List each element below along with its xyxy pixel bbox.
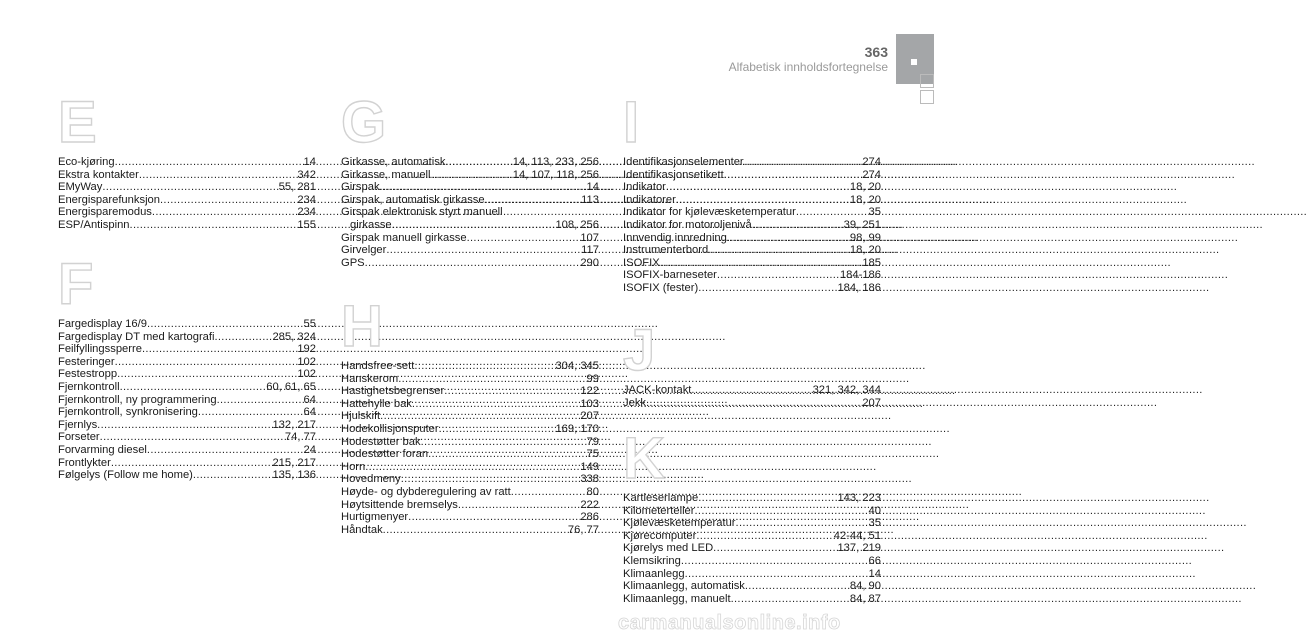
index-entry xyxy=(623,492,881,505)
entry-term: Handsfree-sett xyxy=(341,360,415,372)
index-entry xyxy=(623,194,881,207)
entry-pages: 76, 77 xyxy=(567,523,599,536)
leader-dots xyxy=(217,394,304,407)
entry-pages: 274 xyxy=(862,168,881,181)
index-list xyxy=(623,156,881,295)
index-entry xyxy=(341,461,599,474)
leader-dots xyxy=(142,343,297,356)
section-k xyxy=(623,426,881,605)
entry-term: Girspak xyxy=(341,181,380,194)
entry-term: Horn xyxy=(341,460,366,473)
entry-term: ISOFIX xyxy=(623,256,660,269)
entry-pages: 14, 113, 233, 256 xyxy=(512,156,599,168)
entry-pages: 143, 223 xyxy=(837,492,881,504)
entry-pages: 192 xyxy=(297,343,316,356)
section-j xyxy=(623,318,881,409)
index-entry xyxy=(341,194,599,207)
entry-term: Hodestøtter foran xyxy=(341,448,429,461)
index-entry xyxy=(341,169,599,182)
leader-dots xyxy=(428,448,586,461)
index-entry xyxy=(58,331,316,344)
index-list xyxy=(623,384,881,409)
entry-term: Høytsittende bremselys xyxy=(341,498,458,511)
leader-dots xyxy=(147,444,304,457)
entry-term: Fargedisplay 16/9 xyxy=(58,318,147,330)
leader-dots xyxy=(383,524,568,537)
entry-pages: 184, 186 xyxy=(837,281,881,294)
entry-term: Forseter xyxy=(58,431,100,444)
entry-term: Fjernkontroll, ny programmering xyxy=(58,393,217,406)
index-entry xyxy=(623,505,881,518)
index-entry xyxy=(623,169,881,182)
entry-pages: 113 xyxy=(581,193,599,206)
index-entry xyxy=(58,431,316,444)
page-subtitle: Alfabetisk innholdsfortegnelse xyxy=(728,60,888,74)
watermark: carmanualsonline.info xyxy=(618,612,841,634)
index-entry xyxy=(623,156,881,169)
entry-term: Innvendig innredning xyxy=(623,231,727,244)
index-entry xyxy=(58,406,316,419)
index-entry xyxy=(341,232,599,245)
entry-pages: 137, 219 xyxy=(837,542,881,555)
entry-pages: 84, 90 xyxy=(849,580,881,593)
entry-pages: 222 xyxy=(580,498,599,511)
index-entry xyxy=(341,524,599,537)
entry-term: Fargedisplay DT med kartografi xyxy=(58,330,215,343)
index-entry xyxy=(58,381,316,394)
entry-pages: 102 xyxy=(297,368,316,381)
entry-pages: 14 xyxy=(868,567,881,580)
entry-term: Fjernlys xyxy=(58,418,98,431)
entry-pages: 35 xyxy=(868,517,881,530)
entry-pages: 18, 20 xyxy=(849,244,881,257)
index-entry xyxy=(58,206,316,219)
index-entry xyxy=(58,343,316,356)
leader-dots xyxy=(421,436,587,449)
entry-term: Energisparefunksjon xyxy=(58,193,160,206)
leader-dots xyxy=(139,169,297,182)
leader-dots xyxy=(660,257,863,270)
entry-pages: 75 xyxy=(586,448,599,461)
entry-term: Håndtak xyxy=(341,523,383,536)
leader-dots xyxy=(214,331,272,344)
entry-term: JACK-kontakt xyxy=(623,384,692,396)
entry-pages: 215, 217 xyxy=(272,456,316,469)
entry-pages: 42-44, 51 xyxy=(833,529,881,542)
entry-term: Fjernkontroll xyxy=(58,380,120,393)
entry-term: Indikator for motoroljenivå xyxy=(623,218,752,231)
page-number: 363 xyxy=(864,44,888,60)
entry-pages: 14 xyxy=(303,156,316,168)
leader-dots xyxy=(695,505,869,518)
index-entry xyxy=(341,181,599,194)
entry-pages: 132, 217 xyxy=(272,418,316,431)
section-e xyxy=(58,90,316,232)
entry-pages: 79 xyxy=(586,435,599,448)
index-entry xyxy=(58,219,316,232)
entry-term: Girspak manuell girkasse xyxy=(341,231,467,244)
index-entry xyxy=(58,181,316,194)
entry-pages: 234 xyxy=(297,193,316,206)
index-entry xyxy=(58,457,316,470)
index-entry xyxy=(341,511,599,524)
leader-dots xyxy=(392,219,556,232)
leader-dots xyxy=(160,194,297,207)
entry-pages: 55, 281 xyxy=(278,181,316,194)
entry-term: Hodestøtter bak xyxy=(341,435,421,448)
entry-pages: 64 xyxy=(303,393,316,406)
entry-pages: 135, 136 xyxy=(272,469,316,482)
leader-dots xyxy=(698,282,837,295)
entry-term: ISOFIX-barneseter xyxy=(623,269,717,282)
leader-dots xyxy=(713,542,837,555)
entry-pages: 18, 20 xyxy=(849,181,881,194)
entry-pages: 155 xyxy=(297,218,316,231)
leader-dots xyxy=(681,555,869,568)
entry-term: Hjulskift xyxy=(341,410,381,423)
entry-pages: 207 xyxy=(862,396,881,409)
entry-pages: 338 xyxy=(580,473,599,486)
leader-dots xyxy=(676,194,850,207)
entry-term: Girkasse, manuell xyxy=(341,168,431,181)
leader-dots xyxy=(152,206,297,219)
entry-term: Hurtigmenyer xyxy=(341,511,409,524)
index-entry xyxy=(58,194,316,207)
entry-term: ESP/Antispinn xyxy=(58,218,130,231)
leader-dots xyxy=(744,156,863,169)
leader-dots xyxy=(666,181,850,194)
entry-pages: 14 xyxy=(586,181,599,194)
entry-term: Indikator for kjølevæsketemperatur xyxy=(623,206,796,219)
entry-pages: 99 xyxy=(586,372,599,385)
entry-pages: 55 xyxy=(303,318,316,330)
entry-pages: 304, 345 xyxy=(555,360,599,372)
leader-dots xyxy=(414,360,555,373)
leader-dots xyxy=(380,181,587,194)
leader-dots xyxy=(646,397,862,410)
index-entry xyxy=(623,580,881,593)
index-entry xyxy=(623,181,881,194)
leader-dots xyxy=(380,410,580,423)
leader-dots xyxy=(147,318,304,331)
leader-dots xyxy=(115,156,304,169)
index-entry xyxy=(341,360,599,373)
index-entry xyxy=(623,384,881,397)
entry-term: Hodekollisjonsputer xyxy=(341,422,439,435)
section-letter: I xyxy=(623,90,640,155)
index-entry xyxy=(58,318,316,331)
entry-term: Girkasse, automatisk xyxy=(341,156,446,168)
index-entry xyxy=(341,373,599,386)
index-entry xyxy=(623,397,881,410)
entry-pages: 66 xyxy=(868,554,881,567)
index-entry xyxy=(341,206,599,231)
index-entry xyxy=(341,423,599,436)
entry-pages: 234 xyxy=(297,206,316,219)
entry-term: Forvarming diesel xyxy=(58,443,147,456)
index-entry xyxy=(623,568,881,581)
leader-dots xyxy=(130,219,298,232)
entry-pages: 103 xyxy=(580,397,599,410)
entry-term: Kilometerteller xyxy=(623,504,695,517)
entry-term: Hovedmeny xyxy=(341,473,401,486)
entry-term: Ekstra kontakter xyxy=(58,168,139,181)
index-entry xyxy=(58,156,316,169)
entry-pages: 102 xyxy=(297,355,316,368)
index-entry xyxy=(58,356,316,369)
leader-dots xyxy=(365,461,580,474)
entry-pages: 107 xyxy=(580,231,599,244)
index-entry xyxy=(623,244,881,257)
leader-dots xyxy=(398,373,586,386)
entry-term: Hattehylle bak xyxy=(341,397,412,410)
index-entry xyxy=(58,469,316,482)
entry-term: Jekk xyxy=(623,396,647,409)
entry-term: Hastighetsbegrenser xyxy=(341,385,445,398)
entry-term: GPS xyxy=(341,256,365,269)
index-entry xyxy=(623,206,881,219)
entry-pages: 290 xyxy=(580,256,599,269)
entry-pages: 342 xyxy=(297,168,316,181)
index-entry xyxy=(623,542,881,555)
section-h xyxy=(341,294,599,536)
entry-pages: 39, 251 xyxy=(843,218,881,231)
entry-pages: 24 xyxy=(303,443,316,456)
index-entry xyxy=(341,499,599,512)
section-letter: J xyxy=(623,318,656,383)
entry-pages: 149 xyxy=(580,460,599,473)
section-letter: H xyxy=(341,294,383,359)
entry-pages: 35 xyxy=(868,206,881,219)
entry-term: Klimaanlegg xyxy=(623,567,685,580)
entry-pages: 285, 324 xyxy=(272,330,316,343)
leader-dots xyxy=(717,269,840,282)
index-list xyxy=(58,318,316,482)
section-letter: K xyxy=(623,426,665,491)
section-g xyxy=(341,90,599,269)
leader-dots xyxy=(696,530,833,543)
leader-dots xyxy=(100,431,285,444)
index-entry xyxy=(58,419,316,432)
leader-dots xyxy=(796,206,869,219)
leader-dots xyxy=(117,368,297,381)
entry-pages: 108, 256 xyxy=(555,218,599,231)
leader-dots xyxy=(691,384,812,397)
index-entry xyxy=(341,473,599,486)
leader-dots xyxy=(485,194,582,207)
outline-square-icon xyxy=(920,74,934,88)
entry-pages: 14, 107, 118, 256 xyxy=(512,168,599,181)
entry-term: EMyWay xyxy=(58,181,103,194)
entry-pages: 80 xyxy=(586,485,599,498)
entry-term: Kjørelys med LED xyxy=(623,542,714,555)
entry-term: Identifikasjonsetikett xyxy=(623,168,724,181)
index-entry xyxy=(623,555,881,568)
entry-term: Instrumenterbord xyxy=(623,244,709,257)
entry-term: Frontlykter xyxy=(58,456,111,469)
index-list xyxy=(58,156,316,232)
entry-pages: 18, 20 xyxy=(849,193,881,206)
entry-term: Feilfyllingssperre xyxy=(58,343,142,356)
index-entry xyxy=(623,219,881,232)
index-list xyxy=(623,492,881,605)
index-entry xyxy=(341,436,599,449)
index-list xyxy=(341,156,599,269)
entry-term: Girspak elektronisk styrt manuell xyxy=(341,206,503,219)
index-entry xyxy=(623,530,881,543)
index-entry xyxy=(341,257,599,270)
index-entry xyxy=(623,232,881,245)
leader-dots xyxy=(365,257,581,270)
leader-dots xyxy=(445,156,512,169)
entry-pages: 207 xyxy=(580,410,599,423)
leader-dots xyxy=(408,511,580,524)
leader-dots xyxy=(401,473,581,486)
index-entry xyxy=(58,444,316,457)
leader-dots xyxy=(458,499,580,512)
index-entry xyxy=(341,486,599,499)
leader-dots xyxy=(97,419,272,432)
leader-dots xyxy=(745,580,850,593)
leader-dots xyxy=(198,406,304,419)
entry-term: Følgelys (Follow me home) xyxy=(58,469,193,482)
entry-pages: 98, 99 xyxy=(849,231,881,244)
entry-term: Høyde- og dybderegulering av ratt xyxy=(341,485,511,498)
entry-term: Girvelger xyxy=(341,244,387,257)
section-f xyxy=(58,252,316,482)
entry-pages: 169, 170 xyxy=(555,422,599,435)
leader-dots xyxy=(111,457,273,470)
leader-dots xyxy=(752,219,844,232)
section-letter: F xyxy=(58,252,94,317)
leader-dots xyxy=(727,232,850,245)
leader-dots xyxy=(511,486,587,499)
leader-dots xyxy=(731,593,850,606)
leader-dots xyxy=(439,423,556,436)
index-entry xyxy=(341,448,599,461)
leader-dots xyxy=(431,169,513,182)
index-entry xyxy=(341,244,599,257)
leader-dots xyxy=(102,181,278,194)
entry-term: Girspak, automatisk girkasse xyxy=(341,193,485,206)
entry-term: Festeringer xyxy=(58,355,115,368)
entry-pages: 64 xyxy=(303,406,316,419)
leader-dots xyxy=(115,356,298,369)
leader-dots xyxy=(698,492,837,505)
index-entry xyxy=(623,517,881,530)
entry-pages: 84, 87 xyxy=(849,592,881,605)
entry-pages: 185 xyxy=(862,256,881,269)
entry-term: Eco-kjøring xyxy=(58,156,115,168)
entry-term: Indikatorer xyxy=(623,193,676,206)
entry-term: Kjørecomputer xyxy=(623,529,697,542)
leader-dots xyxy=(708,244,850,257)
entry-pages: 122 xyxy=(580,385,599,398)
section-letter: E xyxy=(58,90,97,155)
index-entry xyxy=(341,385,599,398)
entry-pages: 321, 342, 344 xyxy=(812,384,881,396)
entry-pages: 274 xyxy=(862,156,881,168)
index-entry xyxy=(341,156,599,169)
leader-dots xyxy=(386,244,581,257)
leader-dots xyxy=(724,169,863,182)
index-entry xyxy=(623,593,881,606)
index-entry xyxy=(341,410,599,423)
entry-pages: 74, 77 xyxy=(284,431,316,444)
entry-term: Klimaanlegg, manuelt xyxy=(623,592,731,605)
leader-dots xyxy=(467,232,581,245)
index-entry xyxy=(623,257,881,270)
outline-square-icon xyxy=(920,90,934,104)
index-entry xyxy=(623,269,881,282)
entry-term: Energisparemodus xyxy=(58,206,152,219)
entry-term: Hanskerom xyxy=(341,372,399,385)
entry-pages: 117 xyxy=(581,244,599,257)
index-entry xyxy=(58,394,316,407)
entry-term: Kjølevæsketemperatur xyxy=(623,517,736,530)
entry-term: Kartleserlampe xyxy=(623,492,699,504)
leader-dots xyxy=(685,568,869,581)
entry-term: Klimaanlegg, automatisk xyxy=(623,580,745,593)
entry-term: Indikator xyxy=(623,181,666,194)
entry-term: Identifikasjonselementer xyxy=(623,156,744,168)
index-entry xyxy=(58,368,316,381)
leader-dots xyxy=(193,469,273,482)
entry-pages: 184-186 xyxy=(839,269,881,282)
entry-term: Festestropp xyxy=(58,368,118,381)
index-entry xyxy=(341,398,599,411)
entry-pages: 60, 61, 65 xyxy=(266,380,316,393)
entry-pages: 286 xyxy=(580,511,599,524)
leader-dots xyxy=(412,398,580,411)
section-letter: G xyxy=(341,90,387,155)
entry-term: Klemsikring xyxy=(623,554,681,567)
index-entry xyxy=(623,282,881,295)
section-i xyxy=(623,90,881,295)
leader-dots xyxy=(120,381,267,394)
index-list xyxy=(341,360,599,536)
entry-term: ISOFIX (fester) xyxy=(623,281,699,294)
leader-dots xyxy=(444,385,580,398)
leader-dots xyxy=(736,517,869,530)
entry-pages: 40 xyxy=(868,504,881,517)
entry-term: Fjernkontroll, synkronisering xyxy=(58,406,198,419)
entry-term-continued: girkasse xyxy=(350,218,392,231)
index-entry xyxy=(58,169,316,182)
square-icon xyxy=(911,59,917,65)
